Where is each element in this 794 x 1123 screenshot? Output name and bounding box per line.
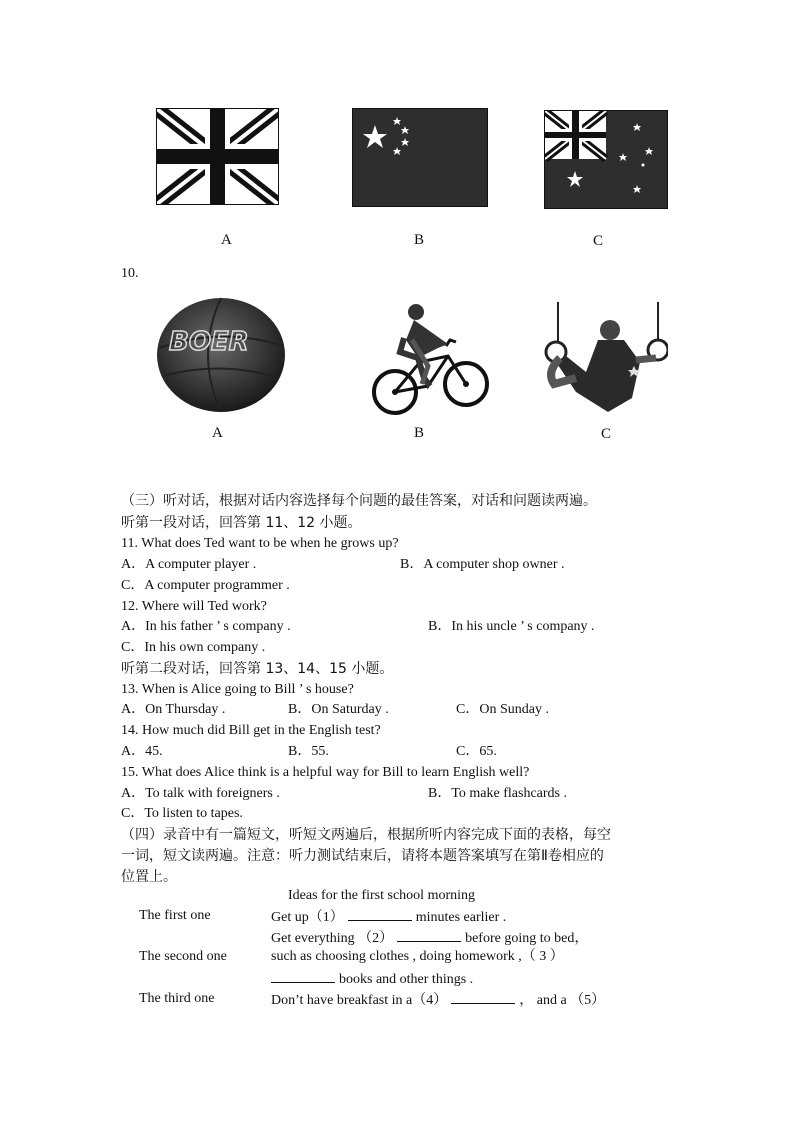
table-row-label: The third one xyxy=(139,991,215,1006)
table-row-label: The first one xyxy=(139,908,211,923)
section3-part2: 听第二段对话，回答第 13、14、15 小题。 xyxy=(121,661,394,677)
q10-number: 10. xyxy=(121,266,139,281)
table-row xyxy=(271,947,564,967)
q15-option-a: A．To talk with foreigners . xyxy=(121,786,280,801)
q13-option-a: A．On Thursday . xyxy=(121,702,226,717)
q15-option-b: B．To make flashcards . xyxy=(428,786,567,801)
q9-option-b: B xyxy=(414,232,425,248)
q11-option-b: B．A computer shop owner . xyxy=(400,557,565,572)
q9-option-a: A xyxy=(221,232,232,248)
q9-option-c: C xyxy=(593,233,604,249)
q10-option-a: A xyxy=(212,425,223,441)
china-flag xyxy=(352,108,488,207)
q13-question: 13. When is Alice going to Bill ’ s house? xyxy=(121,682,354,697)
table-title: Ideas for the first school morning xyxy=(288,888,476,903)
q10-option-c: C xyxy=(601,426,612,442)
q11-option-c: C．A computer programmer . xyxy=(121,578,290,593)
section4-heading-line3: 位置上。 xyxy=(121,869,177,885)
row2-text-post: before going to bed， xyxy=(465,931,589,946)
q12-question: 12. Where will Ted work? xyxy=(121,599,267,614)
q15-question: 15. What does Alice think is a helpful way for Bill to learn English well? xyxy=(121,765,530,780)
section4-heading-line1: （四）录音中有一篇短文，听短文两遍后，根据所听内容完成下面的表格，每空 xyxy=(121,827,611,843)
q13-option-b: B．On Saturday . xyxy=(288,702,389,717)
q14-question: 14. How much did Bill get in the English test? xyxy=(121,723,381,738)
table-row xyxy=(271,968,473,990)
q12-option-b: B．In his uncle ’ s company . xyxy=(428,619,595,634)
row3-text-pre: such as choosing clothes , doing homework ,（ 3 ） xyxy=(271,949,564,964)
q11-option-a: A．A computer player . xyxy=(121,557,257,572)
basketball xyxy=(155,296,287,414)
uk-flag xyxy=(156,108,279,205)
q11-question: 11. What does Ted want to be when he grows up? xyxy=(121,536,399,551)
section3-part1: 听第一段对话，回答第 11、12 小题。 xyxy=(121,515,362,531)
q13-option-c: C．On Sunday . xyxy=(456,702,549,717)
q14-option-c: C．65. xyxy=(456,744,497,759)
row4-text-post: books and other things . xyxy=(339,972,474,987)
q10-option-b: B xyxy=(414,425,425,441)
q15-option-c: C．To listen to tapes. xyxy=(121,806,243,821)
blank-3[interactable] xyxy=(271,968,335,983)
row5-text-pre: Don’t have breakfast in a（4） xyxy=(271,993,448,1008)
q12-option-a: A．In his father ’ s company . xyxy=(121,619,291,634)
blank-1[interactable] xyxy=(348,906,412,921)
svg-text:BOER: BOER xyxy=(169,327,249,357)
row1-text-pre: Get up（1） xyxy=(271,910,344,925)
table-row xyxy=(271,989,605,1011)
gymnast-rings xyxy=(536,302,668,416)
cyclist xyxy=(368,300,492,418)
q14-option-a: A．45. xyxy=(121,744,163,759)
row2-text-pre: Get everything （2） xyxy=(271,931,394,946)
row5-text-mid: ， and a （5） xyxy=(519,993,606,1008)
blank-4[interactable] xyxy=(451,989,515,1004)
blank-2[interactable] xyxy=(397,927,461,942)
q14-option-b: B．55. xyxy=(288,744,329,759)
table-row xyxy=(271,906,506,928)
section3-heading: （三）听对话，根据对话内容选择每个问题的最佳答案，对话和问题读两遍。 xyxy=(121,493,597,509)
row1-text-post: minutes earlier . xyxy=(415,910,507,925)
table-row xyxy=(271,927,588,949)
q12-option-c: C．In his own company . xyxy=(121,640,266,655)
table-row-label: The second one xyxy=(139,949,227,964)
section4-heading-line2: 一词，短文读两遍。注意：听力测试结束后，请将本题答案填写在第Ⅱ卷相应的 xyxy=(121,848,604,864)
australia-flag xyxy=(544,110,668,209)
